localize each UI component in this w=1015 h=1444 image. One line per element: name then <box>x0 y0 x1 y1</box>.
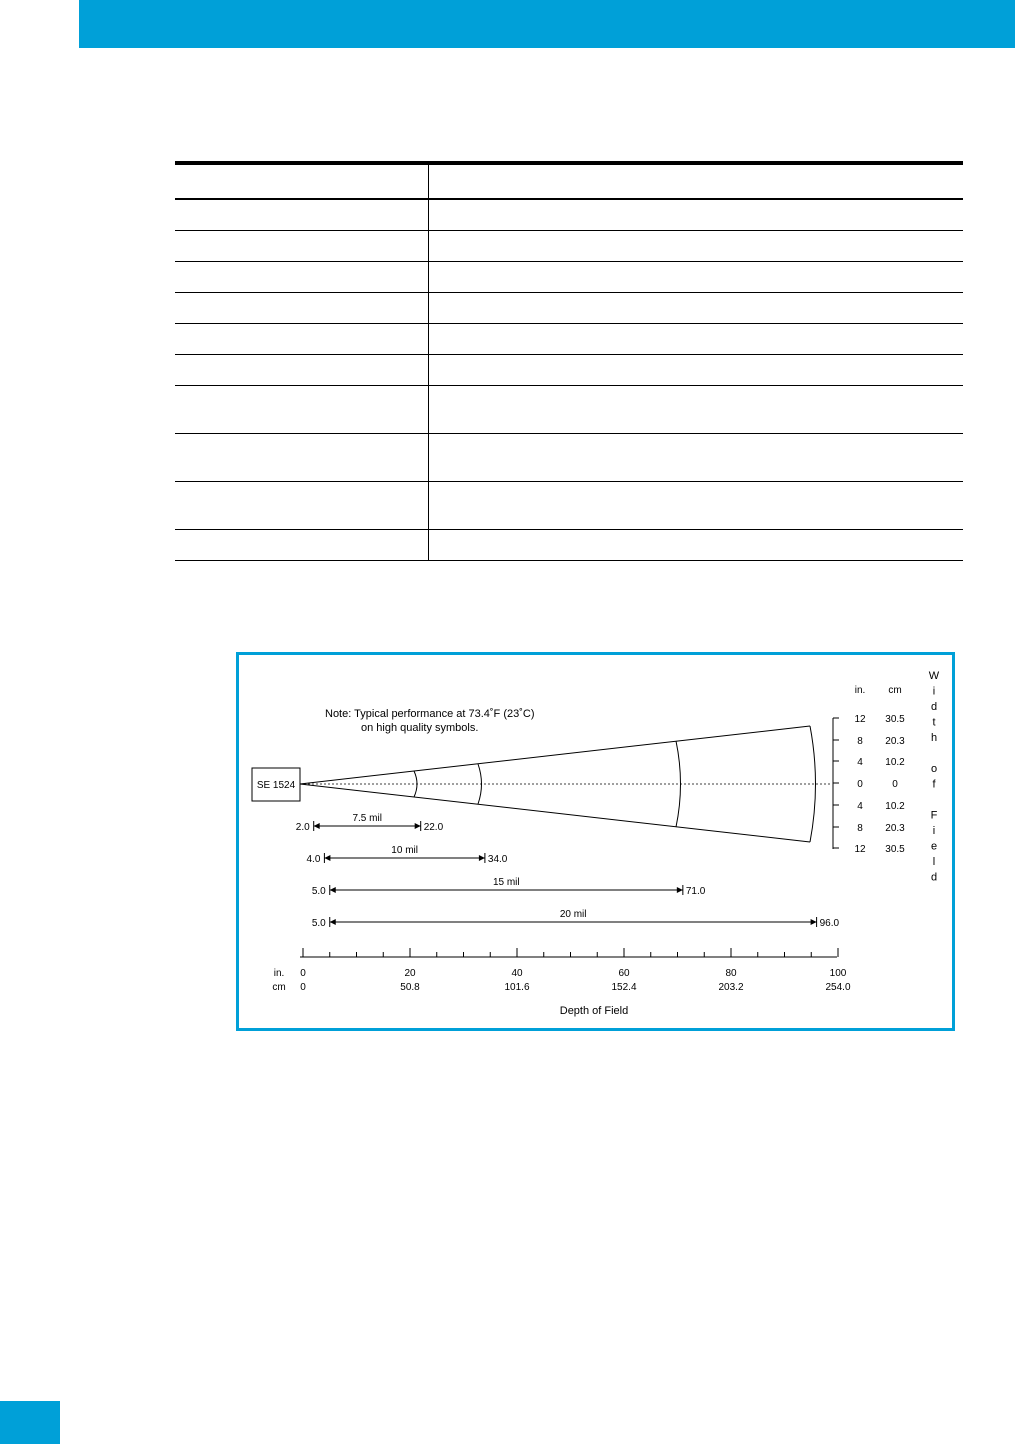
width-tick-cm: 20.3 <box>885 823 905 834</box>
width-scale-ticks <box>833 714 905 855</box>
width-title-letter: l <box>932 856 936 868</box>
depth-of-field-figure <box>236 652 955 1031</box>
width-tick-in: 4 <box>857 801 863 812</box>
width-of-field-title <box>929 670 940 884</box>
width-tick-in: 0 <box>857 779 863 790</box>
width-title-letter: d <box>930 871 938 884</box>
width-title-letter: f <box>932 778 936 791</box>
table-header-cell <box>175 163 429 199</box>
range-end-label: 96.0 <box>819 918 840 929</box>
depth-tick-in: 80 <box>725 968 737 979</box>
depth-tick-cm: 0 <box>300 982 306 993</box>
range-arrow-left <box>330 887 336 893</box>
spec-table <box>175 161 963 561</box>
table-cell <box>429 386 964 434</box>
range-density-label: 15 mil <box>492 877 520 888</box>
width-tick-cm: 30.5 <box>885 714 905 725</box>
table-cell <box>429 355 964 386</box>
table-cell <box>175 386 429 434</box>
width-tick-in: 4 <box>857 757 863 768</box>
width-tick-cm: 20.3 <box>885 736 905 747</box>
range-end-label: 22.0 <box>423 822 444 833</box>
range-end-label: 71.0 <box>685 886 706 897</box>
cone-upper-edge <box>300 726 810 784</box>
table-cell <box>175 231 429 262</box>
width-title-letter: e <box>930 840 938 853</box>
table-cell <box>175 355 429 386</box>
table-row <box>175 530 963 561</box>
range-start-label: 5.0 <box>311 918 326 929</box>
depth-tick-in: 100 <box>829 968 847 979</box>
table-cell <box>429 231 964 262</box>
range-start-label: 5.0 <box>311 886 326 897</box>
table-cell <box>429 293 964 324</box>
width-title-letter: W <box>928 670 940 682</box>
range-end-label: 34.0 <box>487 854 508 865</box>
width-tick-cm: 0 <box>892 779 898 790</box>
table-row <box>175 434 963 482</box>
table-row <box>175 293 963 324</box>
depth-axis-ticks <box>300 948 851 993</box>
depth-unit-cm: cm <box>272 982 286 993</box>
table-cell <box>175 293 429 324</box>
range-arrow-right <box>677 887 683 893</box>
table-cell <box>429 262 964 293</box>
width-tick-cm: 30.5 <box>885 844 905 855</box>
table-cell <box>429 199 964 231</box>
range-arrow-left <box>330 919 336 925</box>
depth-tick-cm: 50.8 <box>400 982 420 993</box>
range-arrow-left <box>314 823 320 829</box>
range-bars <box>296 813 840 929</box>
depth-tick-in: 40 <box>511 968 523 979</box>
range-arrow-right <box>479 855 485 861</box>
table-cell <box>175 434 429 482</box>
table-row <box>175 199 963 231</box>
range-arrow-right <box>415 823 421 829</box>
figure-note: Note: Typical performance at 73.4˚F (23˚C) <box>325 708 535 720</box>
depth-tick-cm: 203.2 <box>718 982 744 993</box>
decode-zone-diagram <box>239 655 952 1028</box>
width-title-letter: i <box>932 825 936 837</box>
depth-tick-cm: 101.6 <box>504 982 530 993</box>
depth-tick-in: 0 <box>300 968 306 979</box>
range-density-label: 10 mil <box>391 845 418 856</box>
width-title-letter: i <box>932 685 936 698</box>
table-cell <box>175 324 429 355</box>
width-tick-in: 12 <box>854 844 866 855</box>
table-row <box>175 386 963 434</box>
depth-axis-title: Depth of Field <box>559 1005 629 1017</box>
table-row <box>175 262 963 293</box>
width-unit-in: in. <box>854 685 866 696</box>
page-tab <box>0 1401 60 1444</box>
width-title-letter: o <box>930 763 938 775</box>
table-cell <box>175 199 429 231</box>
depth-tick-in: 60 <box>618 968 630 979</box>
table-header-row <box>175 163 963 199</box>
width-tick-cm: 10.2 <box>885 801 905 812</box>
figure-note-line2: on high quality symbols. <box>361 722 479 734</box>
table-cell <box>429 324 964 355</box>
header-bar <box>79 0 1015 48</box>
width-tick-cm: 10.2 <box>885 757 905 768</box>
table-header-cell <box>429 163 964 199</box>
table-cell <box>429 530 964 561</box>
range-start-label: 2.0 <box>295 822 310 833</box>
width-title-letter: d <box>930 701 938 713</box>
table-row <box>175 482 963 530</box>
range-density-label: 20 mil <box>559 909 587 920</box>
width-title-letter: F <box>930 809 938 822</box>
table-cell <box>429 434 964 482</box>
range-arrow-right <box>811 919 817 925</box>
scanner-label: SE 1524 <box>256 780 296 791</box>
depth-tick-cm: 254.0 <box>825 982 851 993</box>
decode-arc-7-5mil <box>414 771 417 797</box>
width-title-letter: t <box>932 716 936 729</box>
width-title-letter: h <box>930 732 938 744</box>
table-row <box>175 231 963 262</box>
range-start-label: 4.0 <box>306 854 321 865</box>
depth-unit-in: in. <box>273 968 285 979</box>
width-tick-in: 12 <box>854 714 866 725</box>
width-unit-cm: cm <box>888 685 902 696</box>
table-cell <box>175 482 429 530</box>
table-row <box>175 355 963 386</box>
table-cell <box>175 262 429 293</box>
width-tick-in: 8 <box>857 736 863 747</box>
range-density-label: 7.5 mil <box>352 813 382 824</box>
table-cell <box>175 530 429 561</box>
depth-tick-cm: 152.4 <box>611 982 637 993</box>
depth-tick-in: 20 <box>404 968 416 979</box>
range-arrow-left <box>324 855 330 861</box>
width-tick-in: 8 <box>857 823 863 834</box>
table-row <box>175 324 963 355</box>
table-cell <box>429 482 964 530</box>
